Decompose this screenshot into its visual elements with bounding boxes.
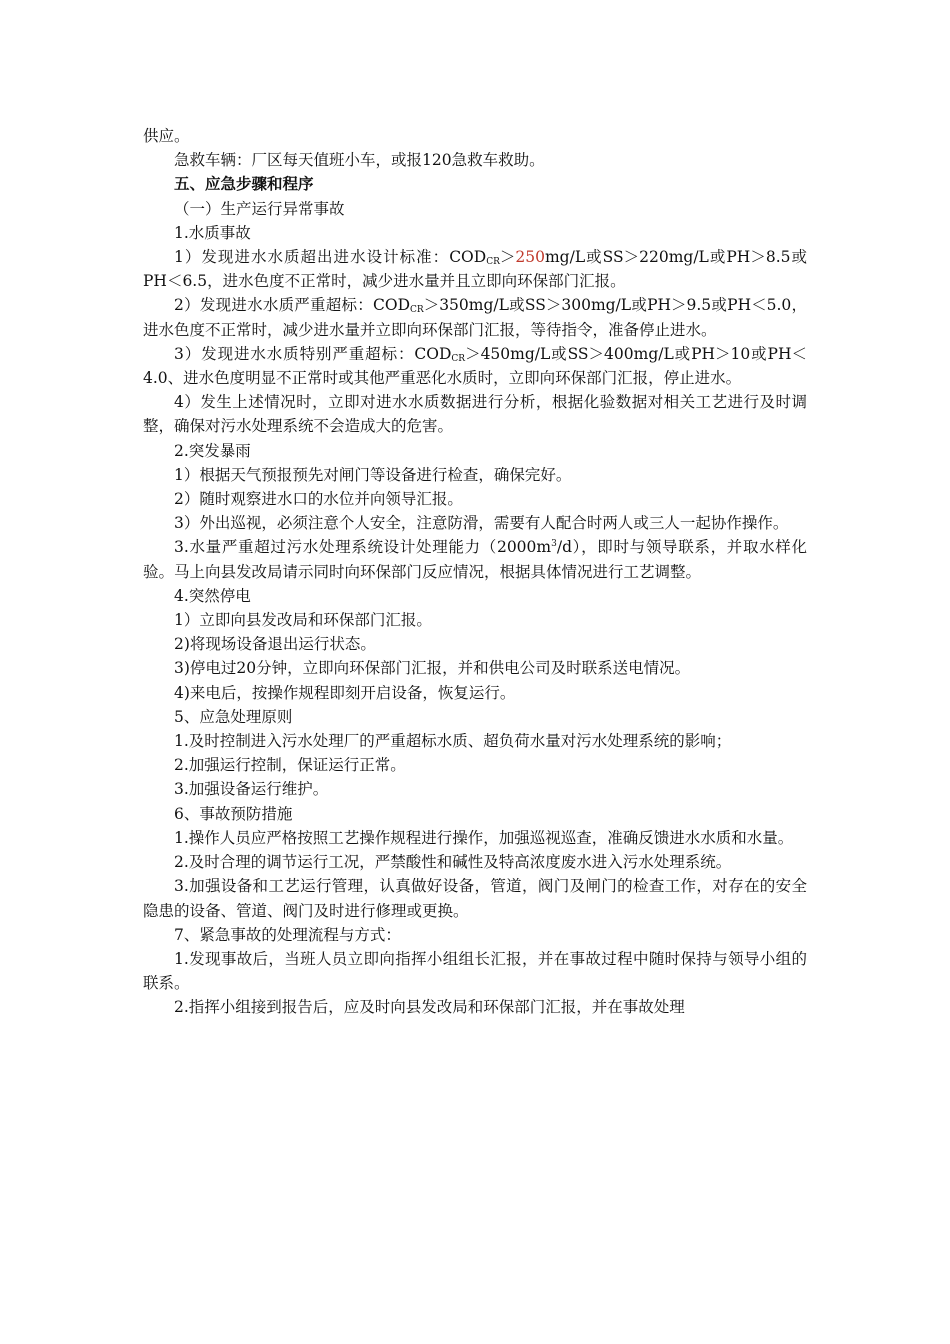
highlighted-value: 250: [515, 248, 545, 267]
paragraph-prevention-2: 2.及时合理的调节运行工况，严禁酸性和碱性及特高浓度废水进入污水处理系统。: [174, 853, 732, 872]
paragraph-power-2: 2)将现场设备退出运行状态。: [174, 635, 376, 654]
item-heading-water-quality: 1.水质事故: [174, 223, 251, 242]
paragraph-prevention-3: 3.加强设备和工艺运行管理，认真做好设备，管道，阀门及闸门的检查工作，对存在的安全隐患的设备、管道、阀门及时进行修理或更换。: [143, 877, 807, 920]
paragraph-water-quality-1: [143, 245, 807, 293]
subscript: CR: [451, 353, 466, 364]
paragraph-principle-2: 2.加强运行控制，保证运行正常。: [174, 756, 406, 775]
paragraph-power-3: 3)停电过20分钟，立即向环保部门汇报，并和供电公司及时联系送电情况。: [174, 659, 691, 678]
paragraph-emergency-2: 2.指挥小组接到报告后，应及时向县发改局和环保部门汇报，并在事故处理: [174, 998, 685, 1017]
section-heading-emergency-process: 7、紧急事故的处理流程与方式：: [174, 925, 401, 944]
text-fragment: mg/L或SS＞220mg/L或PH＞8.5或PH＜6.5，进水色度不正常时，减少进水量并且立即向环保部门汇报。: [143, 248, 807, 291]
paragraph-power-4: 4)来电后，按操作规程即刻开启设备，恢复运行。: [174, 683, 516, 702]
text-fragment: ＞: [499, 248, 516, 267]
subsection-heading-production-abnormal: （一）生产运行异常事故: [174, 199, 345, 218]
section-heading-emergency-steps: 五、应急步骤和程序: [174, 175, 314, 194]
subscript: CR: [486, 257, 500, 268]
paragraph-ambulance: 急救车辆：厂区每天值班小车，或报120急救车救助。: [174, 151, 545, 170]
paragraph-rain-2: 2）随时观察进水口的水位并向领导汇报。: [174, 490, 463, 509]
text-fragment: 2）发现进水水质严重超标：COD: [174, 296, 411, 315]
paragraph-principle-3: 3.加强设备运行维护。: [174, 780, 329, 799]
superscript: 3: [551, 539, 557, 550]
text-fragment: 3.水量严重超过污水处理系统设计处理能力（2000m: [174, 538, 552, 557]
paragraph-principle-1: 1.及时控制进入污水处理厂的严重超标水质、超负荷水量对污水处理系统的影响；: [174, 732, 732, 751]
paragraph-rain-3: 3）外出巡视，必须注意个人安全，注意防滑，需要有人配合时两人或三人一起协作操作。: [174, 514, 789, 533]
text-fragment: 1）发现进水水质超出进水设计标准：COD: [174, 248, 487, 267]
paragraph-water-quality-4: 4）发生上述情况时，立即对进水水质数据进行分析，根据化验数据对相关工艺进行及时调整，确保对污水处理系统不会造成大的危害。: [143, 393, 807, 436]
paragraph-emergency-1: 1.发现事故后，当班人员立即向指挥小组组长汇报，并在事故过程中随时保持与领导小组的联系。: [143, 949, 807, 993]
paragraph-water-volume: [143, 535, 807, 583]
section-heading-prevention: 6、事故预防措施: [174, 804, 293, 823]
paragraph-prevention-1: 1.操作人员应严格按照工艺操作规程进行操作，加强巡视巡查，准确反馈进水水质和水量。: [174, 828, 794, 847]
paragraph-continuation: 供应。: [143, 127, 190, 145]
text-fragment: 3）发现进水水质特别严重超标：COD: [174, 344, 452, 363]
paragraph-rain-1: 1）根据天气预报预先对闸门等设备进行检查，确保完好。: [174, 465, 572, 484]
item-heading-rainstorm: 2.突发暴雨: [174, 441, 251, 460]
section-heading-principles: 5、应急处理原则: [174, 707, 293, 726]
text-fragment: ＞350mg/L或SS＞300mg/L或PH＞9.5或PH＜5.0，进水色度不正常时，减少进水量并立即向环保部门汇报，等待指令，准备停止进水。: [143, 296, 807, 339]
subscript: CR: [410, 305, 424, 316]
text-fragment: /d），即时与领导联系，并取水样化验。马上向县发改局请示同时向环保部门反应情况，根据具体情况进行工艺调整。: [143, 538, 807, 581]
text-fragment: ＞450mg/L或SS＞400mg/L或PH＞10或PH＜4.0、进水色度明显不正常时或其他严重恶化水质时，立即向环保部门汇报，停止进水。: [143, 344, 807, 388]
item-heading-power-outage: 4.突然停电: [174, 586, 251, 605]
paragraph-water-quality-3: [143, 342, 807, 390]
paragraph-water-quality-2: [143, 293, 807, 341]
paragraph-power-1: 1）立即向县发改局和环保部门汇报。: [174, 611, 432, 630]
